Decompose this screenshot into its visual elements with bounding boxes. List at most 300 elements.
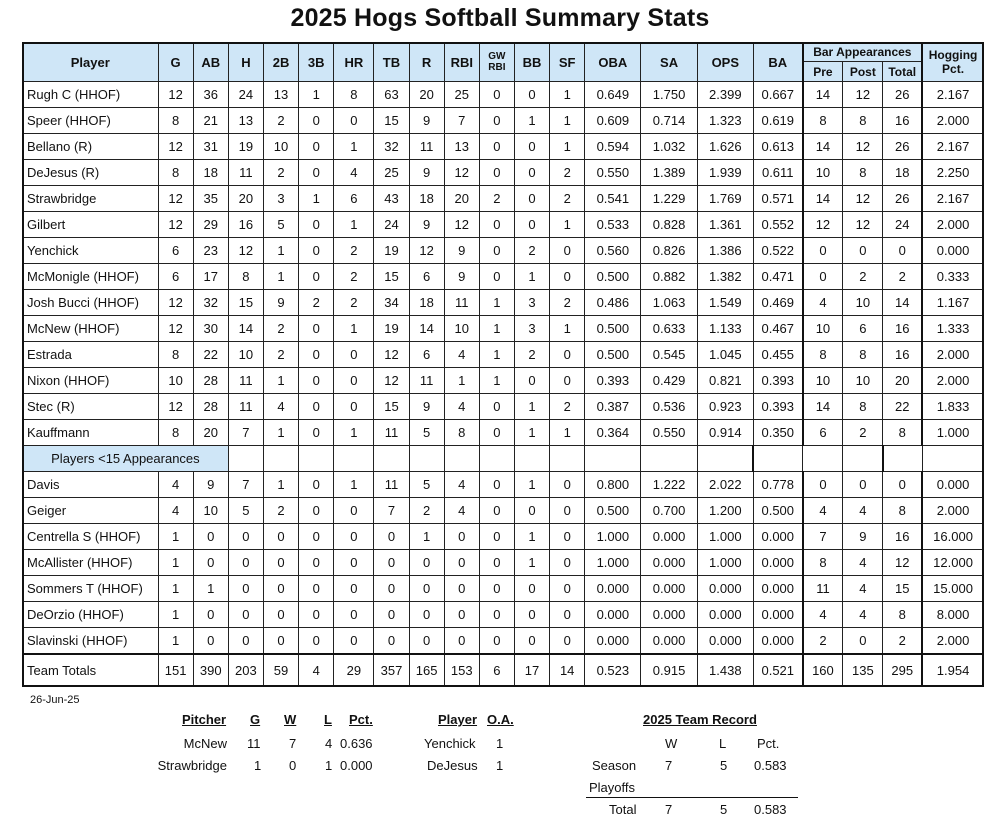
cell-h: 20 (228, 186, 263, 212)
header-sa: SA (641, 43, 697, 82)
cell-sf: 1 (550, 316, 585, 342)
cell-bar-total: 26 (883, 134, 922, 160)
pitcher-w: 0 (289, 758, 297, 773)
page-title: 2025 Hogs Softball Summary Stats (290, 4, 710, 32)
section-row (23, 446, 984, 472)
cell-3b: 1 (299, 186, 334, 212)
cell-hr: 0 (334, 628, 374, 655)
header-bb: BB (514, 43, 549, 82)
pitcher-w: 7 (289, 736, 297, 751)
player-row (23, 316, 984, 342)
cell-hr: 0 (334, 576, 374, 602)
cell-sf: 2 (550, 160, 585, 186)
cell-h: 12 (228, 238, 263, 264)
cell-ops: 1.045 (697, 342, 753, 368)
cell-tb: 0 (374, 550, 409, 576)
cell-sf: 0 (550, 368, 585, 394)
cell-player-name: DeJesus (R) (23, 160, 159, 186)
cell-r: 0 (409, 602, 444, 628)
cell-g: 1 (158, 576, 193, 602)
cell-rbi: 7 (444, 108, 479, 134)
cell-rbi: 4 (444, 342, 479, 368)
cell-hr: 1 (334, 472, 374, 498)
cell-h: 24 (228, 82, 263, 108)
cell-oba: 0.550 (585, 160, 641, 186)
cell-bar-total: 0 (883, 238, 922, 264)
cell-ba: 0.455 (753, 342, 802, 368)
cell-bar-pre: 11 (803, 576, 843, 602)
cell-bar-pre: 6 (803, 420, 843, 446)
pitcher-pct: 0.636 (340, 736, 373, 751)
pitcher-l: 4 (325, 736, 333, 751)
cell-rbi: 0 (444, 576, 479, 602)
cell-hogging-pct: 1.167 (922, 290, 983, 316)
cell-2b: 0 (263, 524, 298, 550)
cell-h: 19 (228, 134, 263, 160)
cell-3b: 0 (299, 134, 334, 160)
cell-g: 12 (158, 290, 193, 316)
header-ab: AB (193, 43, 228, 82)
cell-ab: 390 (193, 654, 228, 687)
cell-h: 7 (228, 420, 263, 446)
cell-h: 203 (228, 654, 263, 687)
cell-2b: 2 (263, 108, 298, 134)
header-g: G (158, 43, 193, 82)
player-row (23, 524, 984, 550)
cell-ab: 0 (193, 602, 228, 628)
cell-bb: 0 (514, 602, 549, 628)
cell-hogging-pct: 8.000 (922, 602, 983, 628)
player-row (23, 576, 984, 602)
cell-bar-total: 26 (883, 82, 922, 108)
cell-rbi: 20 (444, 186, 479, 212)
cell-ab: 23 (193, 238, 228, 264)
player-row (23, 342, 984, 368)
cell-player-name: Davis (23, 472, 159, 498)
record-total-pct: 0.583 (754, 802, 787, 817)
cell-2b: 2 (263, 342, 298, 368)
cell-bb: 3 (514, 290, 549, 316)
cell-3b: 4 (299, 654, 334, 687)
cell-3b: 0 (299, 238, 334, 264)
cell-sa: 1.389 (641, 160, 697, 186)
cell-ops: 1.438 (697, 654, 753, 687)
cell-2b: 1 (263, 264, 298, 290)
cell-rbi: 11 (444, 290, 479, 316)
cell-sf: 0 (550, 498, 585, 524)
cell-ops: 1.323 (697, 108, 753, 134)
cell-bar-total: 14 (883, 290, 922, 316)
cell-gw-rbi: 0 (479, 264, 514, 290)
header-gwrbi-line2: RBI (488, 62, 506, 73)
cell-bar-total: 15 (883, 576, 922, 602)
cell-sf: 14 (550, 654, 585, 687)
header-ops: OPS (697, 43, 753, 82)
cell-rbi: 10 (444, 316, 479, 342)
cell-tb: 0 (374, 576, 409, 602)
cell-tb: 15 (374, 394, 409, 420)
header-rbi: RBI (444, 43, 479, 82)
cell-bar-post: 10 (843, 368, 883, 394)
player-row (23, 82, 984, 108)
cell-ops: 1.133 (697, 316, 753, 342)
cell-r: 9 (409, 212, 444, 238)
team-totals-row (23, 654, 984, 687)
cell-hr: 0 (334, 394, 374, 420)
cell-hr: 0 (334, 368, 374, 394)
cell-bar-pre: 0 (803, 264, 843, 290)
player-row (23, 238, 984, 264)
record-header-l: L (719, 736, 727, 751)
cell-ba: 0.778 (753, 472, 802, 498)
cell-tb: 0 (374, 628, 409, 655)
cell-bar-pre: 8 (803, 550, 843, 576)
player-row (23, 160, 984, 186)
record-playoffs-label: Playoffs (589, 780, 636, 795)
cell-rbi: 4 (444, 498, 479, 524)
oa-player-name: Yenchick (424, 736, 476, 751)
cell-ops: 0.923 (697, 394, 753, 420)
cell-hogging-pct: 1.833 (922, 394, 983, 420)
cell-sf: 0 (550, 238, 585, 264)
player-row (23, 134, 984, 160)
cell-bar-post: 12 (843, 212, 883, 238)
header-hogging-pct (922, 43, 983, 82)
cell-bar-post: 4 (843, 576, 883, 602)
cell-2b: 9 (263, 290, 298, 316)
cell-gw-rbi: 1 (479, 290, 514, 316)
cell-ops: 0.821 (697, 368, 753, 394)
cell-rbi: 8 (444, 420, 479, 446)
cell-g: 1 (158, 550, 193, 576)
cell-hr: 2 (334, 238, 374, 264)
cell-sa: 0.000 (641, 602, 697, 628)
cell-oba: 0.523 (585, 654, 641, 687)
cell-3b: 0 (299, 550, 334, 576)
cell-rbi: 9 (444, 238, 479, 264)
player-row (23, 628, 984, 655)
pitcher-name: Strawbridge (157, 758, 227, 773)
cell-hogging-pct: 0.000 (922, 472, 983, 498)
cell-oba: 1.000 (585, 550, 641, 576)
cell-ba: 0.000 (753, 628, 802, 655)
cell-hr: 0 (334, 524, 374, 550)
cell-bar-total: 16 (883, 108, 922, 134)
cell-3b: 0 (299, 368, 334, 394)
minor-players-body (23, 472, 984, 655)
cell-bar-total: 2 (883, 628, 922, 655)
cell-g: 8 (158, 160, 193, 186)
cell-ops: 1.361 (697, 212, 753, 238)
cell-sa: 1.222 (641, 472, 697, 498)
cell-ops: 1.200 (697, 498, 753, 524)
cell-oba: 0.533 (585, 212, 641, 238)
cell-bar-post: 0 (843, 238, 883, 264)
cell-rbi: 9 (444, 264, 479, 290)
oa-header-player: Player (438, 712, 478, 727)
cell-hogging-pct: 2.000 (922, 498, 983, 524)
cell-ba: 0.613 (753, 134, 802, 160)
cell-player-name: Rugh C (HHOF) (23, 82, 159, 108)
cell-2b: 2 (263, 498, 298, 524)
cell-r: 165 (409, 654, 444, 687)
cell-ops: 0.914 (697, 420, 753, 446)
cell-g: 1 (158, 628, 193, 655)
cell-bar-pre: 0 (803, 472, 843, 498)
cell-ba: 0.521 (753, 654, 802, 687)
cell-h: 11 (228, 160, 263, 186)
cell-bb: 1 (514, 108, 549, 134)
header-2b: 2B (263, 43, 298, 82)
record-season-pct: 0.583 (754, 758, 787, 773)
cell-ba: 0.393 (753, 368, 802, 394)
cell-sa: 0.714 (641, 108, 697, 134)
cell-gw-rbi: 1 (479, 316, 514, 342)
cell-ba: 0.000 (753, 576, 802, 602)
report-date: 26-Jun-25 (30, 694, 80, 706)
cell-3b: 0 (299, 394, 334, 420)
cell-rbi: 25 (444, 82, 479, 108)
cell-sf: 1 (550, 82, 585, 108)
cell-player-name: Strawbridge (23, 186, 159, 212)
cell-tb: 11 (374, 420, 409, 446)
cell-bb: 17 (514, 654, 549, 687)
cell-bar-post: 135 (843, 654, 883, 687)
cell-hr: 2 (334, 264, 374, 290)
cell-ops: 0.000 (697, 602, 753, 628)
oa-count: 1 (496, 758, 504, 773)
cell-bb: 1 (514, 550, 549, 576)
record-total-rule (586, 797, 798, 798)
cell-r: 18 (409, 186, 444, 212)
cell-sa: 0.536 (641, 394, 697, 420)
cell-3b: 0 (299, 498, 334, 524)
cell-ops: 1.769 (697, 186, 753, 212)
cell-ba: 0.522 (753, 238, 802, 264)
cell-3b: 0 (299, 628, 334, 655)
pitcher-g: 11 (247, 736, 261, 751)
cell-g: 10 (158, 368, 193, 394)
cell-g: 8 (158, 420, 193, 446)
cell-ab: 31 (193, 134, 228, 160)
cell-bar-total: 295 (883, 654, 922, 687)
cell-oba: 0.000 (585, 628, 641, 655)
cell-ops: 2.399 (697, 82, 753, 108)
cell-oba: 0.541 (585, 186, 641, 212)
cell-r: 0 (409, 550, 444, 576)
cell-tb: 15 (374, 264, 409, 290)
cell-sf: 0 (550, 628, 585, 655)
cell-oba: 0.500 (585, 498, 641, 524)
cell-2b: 13 (263, 82, 298, 108)
cell-oba: 0.000 (585, 602, 641, 628)
header-r: R (409, 43, 444, 82)
cell-bar-total: 16 (883, 342, 922, 368)
cell-2b: 3 (263, 186, 298, 212)
cell-ba: 0.000 (753, 602, 802, 628)
cell-bar-post: 8 (843, 108, 883, 134)
cell-sf: 1 (550, 108, 585, 134)
cell-3b: 2 (299, 290, 334, 316)
cell-g: 12 (158, 394, 193, 420)
cell-r: 12 (409, 238, 444, 264)
cell-sa: 0.882 (641, 264, 697, 290)
cell-3b: 0 (299, 212, 334, 238)
cell-bb: 1 (514, 394, 549, 420)
cell-hogging-pct: 2.167 (922, 82, 983, 108)
pitching-table (0, 712, 1000, 822)
cell-hogging-pct: 0.000 (922, 238, 983, 264)
cell-player-name: Bellano (R) (23, 134, 159, 160)
cell-sf: 1 (550, 420, 585, 446)
cell-g: 12 (158, 212, 193, 238)
cell-ops: 1.549 (697, 290, 753, 316)
pitcher-g: 1 (254, 758, 262, 773)
cell-h: 0 (228, 550, 263, 576)
header-post: Post (843, 62, 883, 82)
cell-tb: 357 (374, 654, 409, 687)
cell-h: 5 (228, 498, 263, 524)
cell-tb: 12 (374, 342, 409, 368)
cell-bar-pre: 14 (803, 134, 843, 160)
cell-sa: 0.915 (641, 654, 697, 687)
cell-ab: 36 (193, 82, 228, 108)
cell-bar-pre: 10 (803, 316, 843, 342)
cell-ab: 0 (193, 524, 228, 550)
cell-gw-rbi: 0 (479, 628, 514, 655)
cell-tb: 0 (374, 602, 409, 628)
pitcher-name: McNew (183, 736, 227, 751)
cell-tb: 63 (374, 82, 409, 108)
pitching-header-w: W (284, 712, 297, 727)
cell-g: 12 (158, 186, 193, 212)
cell-ops: 0.000 (697, 628, 753, 655)
cell-gw-rbi: 0 (479, 524, 514, 550)
cell-bar-post: 8 (843, 394, 883, 420)
cell-ab: 30 (193, 316, 228, 342)
cell-sa: 0.545 (641, 342, 697, 368)
cell-hr: 0 (334, 550, 374, 576)
record-total-l: 5 (720, 802, 728, 817)
cell-bar-post: 0 (843, 628, 883, 655)
cell-h: 7 (228, 472, 263, 498)
cell-bar-pre: 8 (803, 108, 843, 134)
cell-r: 9 (409, 394, 444, 420)
cell-player-name: Speer (HHOF) (23, 108, 159, 134)
record-season-l: 5 (720, 758, 728, 773)
cell-ops: 1.382 (697, 264, 753, 290)
cell-bar-total: 22 (883, 394, 922, 420)
cell-bar-pre: 160 (803, 654, 843, 687)
cell-player-name: Stec (R) (23, 394, 159, 420)
cell-ab: 1 (193, 576, 228, 602)
player-row (23, 264, 984, 290)
cell-bar-post: 4 (843, 550, 883, 576)
cell-ops: 0.000 (697, 576, 753, 602)
pitching-header-g: G (250, 712, 261, 727)
cell-rbi: 0 (444, 602, 479, 628)
cell-3b: 0 (299, 108, 334, 134)
cell-ab: 18 (193, 160, 228, 186)
cell-bar-pre: 10 (803, 368, 843, 394)
cell-player-name: Yenchick (23, 238, 159, 264)
cell-bar-post: 12 (843, 186, 883, 212)
cell-h: 0 (228, 628, 263, 655)
cell-gw-rbi: 6 (479, 654, 514, 687)
cell-tb: 7 (374, 498, 409, 524)
cell-bar-total: 18 (883, 160, 922, 186)
cell-h: 10 (228, 342, 263, 368)
cell-bar-post: 2 (843, 264, 883, 290)
record-season-label: Season (592, 758, 637, 773)
cell-hr: 1 (334, 420, 374, 446)
cell-tb: 0 (374, 524, 409, 550)
cell-tb: 19 (374, 316, 409, 342)
header-gwrbi (479, 43, 514, 82)
cell-r: 1 (409, 524, 444, 550)
cell-gw-rbi: 0 (479, 420, 514, 446)
cell-bar-pre: 4 (803, 602, 843, 628)
cell-bar-post: 12 (843, 134, 883, 160)
cell-bar-pre: 14 (803, 394, 843, 420)
cell-oba: 0.594 (585, 134, 641, 160)
cell-tb: 12 (374, 368, 409, 394)
cell-sa: 0.700 (641, 498, 697, 524)
cell-bb: 2 (514, 342, 549, 368)
record-total-w: 7 (665, 802, 673, 817)
cell-bar-post: 8 (843, 160, 883, 186)
cell-hr: 1 (334, 212, 374, 238)
cell-bar-post: 6 (843, 316, 883, 342)
cell-bb: 1 (514, 420, 549, 446)
cell-h: 13 (228, 108, 263, 134)
cell-bar-total: 8 (883, 602, 922, 628)
header-3b: 3B (299, 43, 334, 82)
cell-sf: 0 (550, 576, 585, 602)
cell-hogging-pct: 2.000 (922, 212, 983, 238)
totals-body (23, 654, 984, 687)
cell-bar-total: 16 (883, 524, 922, 550)
cell-2b: 0 (263, 602, 298, 628)
header-sf: SF (550, 43, 585, 82)
cell-sf: 1 (550, 212, 585, 238)
header-hogging-line1: Hogging (928, 48, 978, 62)
header-pre: Pre (803, 62, 843, 82)
cell-h: 0 (228, 602, 263, 628)
cell-bar-post: 2 (843, 420, 883, 446)
cell-sa: 0.000 (641, 524, 697, 550)
cell-ab: 35 (193, 186, 228, 212)
cell-rbi: 0 (444, 628, 479, 655)
cell-oba: 0.649 (585, 82, 641, 108)
cell-bb: 0 (514, 628, 549, 655)
cell-2b: 0 (263, 576, 298, 602)
cell-hr: 0 (334, 602, 374, 628)
cell-2b: 10 (263, 134, 298, 160)
cell-ops: 1.626 (697, 134, 753, 160)
header-bar-appearances: Bar Appearances (803, 43, 922, 62)
pitching-header-pct: Pct. (349, 712, 373, 727)
header-oba: OBA (585, 43, 641, 82)
cell-hr: 2 (334, 290, 374, 316)
cell-bar-total: 8 (883, 498, 922, 524)
header-gwrbi-line1: GW (488, 51, 506, 62)
cell-3b: 0 (299, 342, 334, 368)
cell-2b: 0 (263, 550, 298, 576)
cell-gw-rbi: 1 (479, 368, 514, 394)
cell-player-name: McAllister (HHOF) (23, 550, 159, 576)
cell-hogging-pct: 2.000 (922, 368, 983, 394)
